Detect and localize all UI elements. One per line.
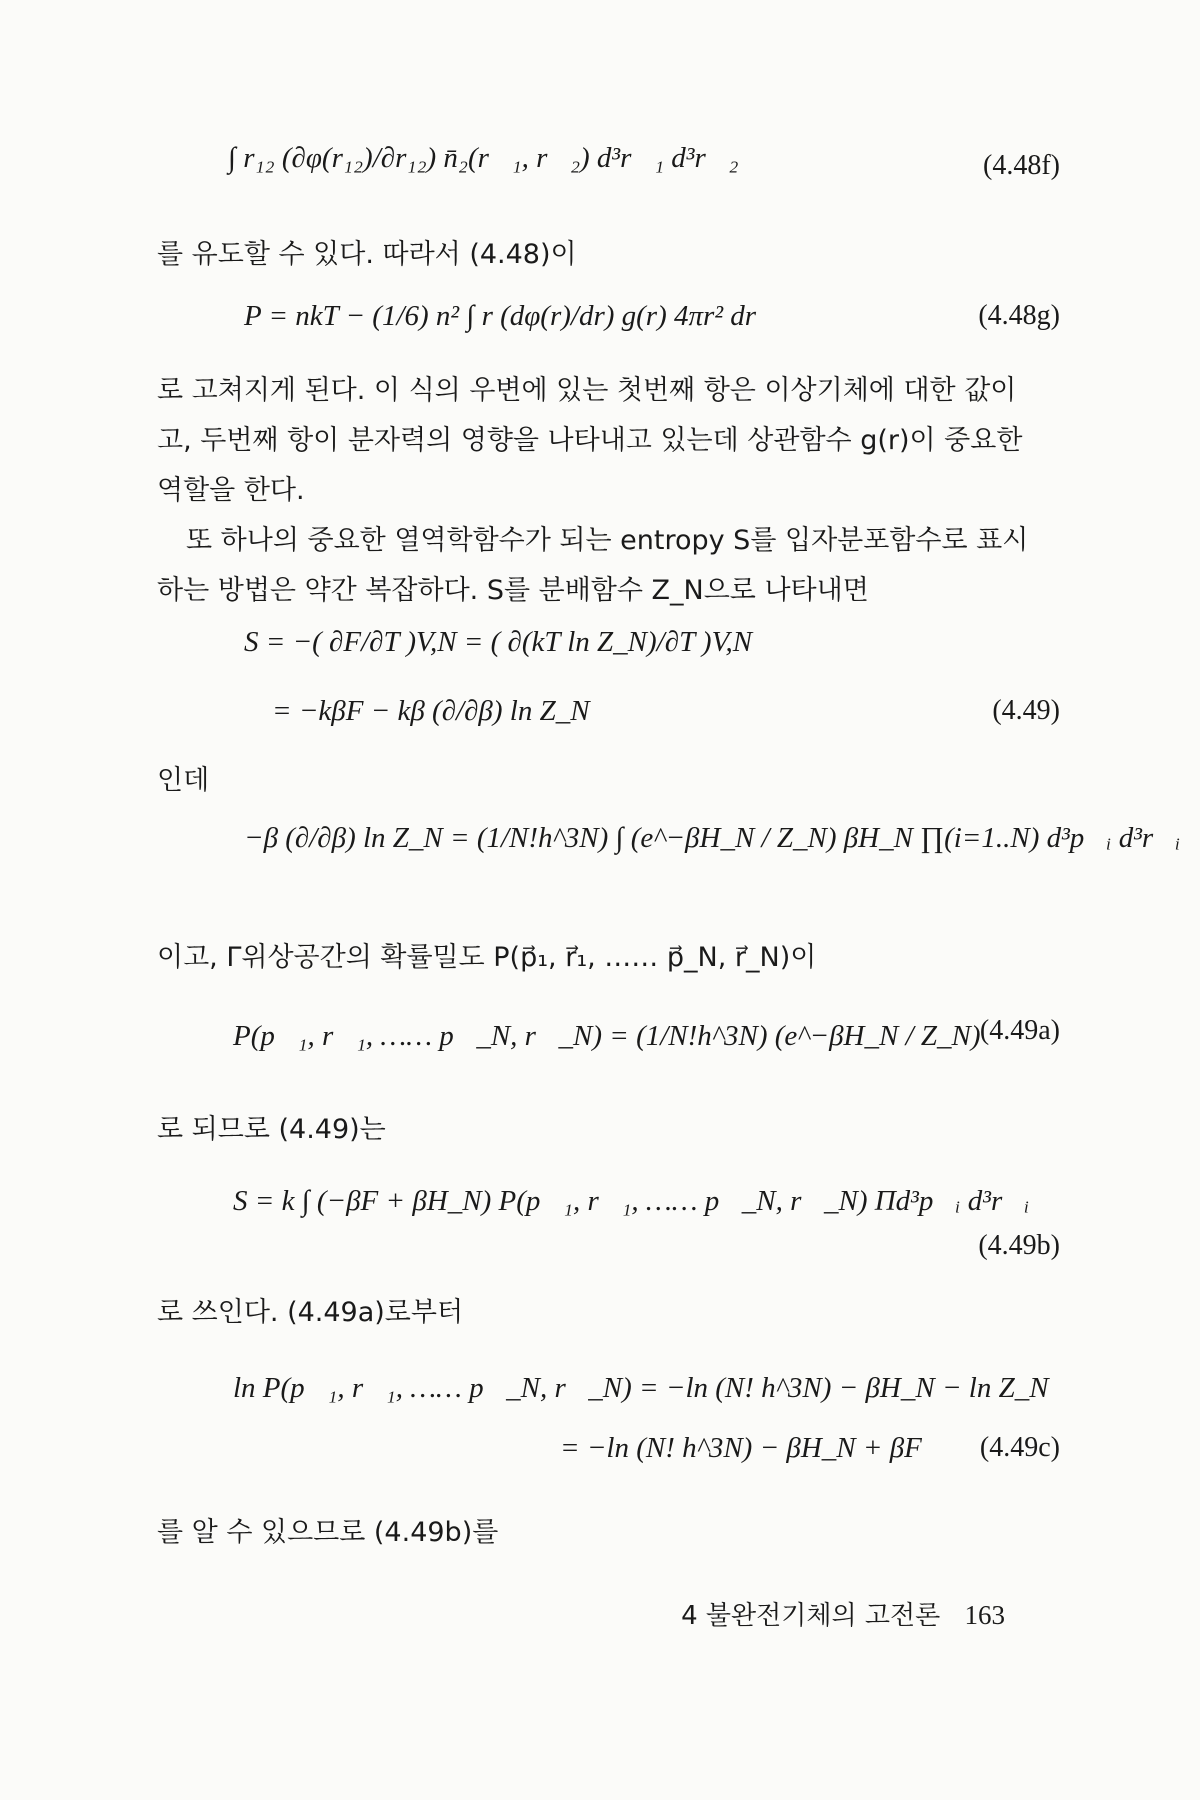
equation-4-49-line-2: = −kβF − kβ (∂/∂β) ln Z_N [272, 695, 590, 727]
paragraph-line-11: 를 알 수 있으므로 (4.49b)를 [157, 1517, 499, 1548]
page-number: 163 [964, 1600, 1005, 1630]
equation-number-4-48g: (4.48g) [978, 300, 1060, 331]
paragraph-line-10: 로 쓰인다. (4.49a)로부터 [157, 1297, 464, 1328]
paragraph-line-7: 인데 [157, 765, 210, 796]
equation-4-49c-line-1: ln P(p⃗₁, r⃗₁, …… p⃗_N, r⃗_N) = −ln (N! h^3N) − βH_N − ln Z_N [233, 1372, 1049, 1404]
paragraph-line-9: 로 되므로 (4.49)는 [157, 1114, 386, 1145]
equation-4-48f: ∫ r₁₂ (∂φ(r₁₂)/∂r₁₂) n̄₂(r⃗₁, r⃗₂) d³r⃗₁ d³r⃗₂ [228, 142, 739, 174]
equation-4-48g: P = nkT − (1/6) n² ∫ r (dφ(r)/dr) g(r) 4πr² dr [244, 300, 757, 332]
paragraph-line-2: 로 고쳐지게 된다. 이 식의 우변에 있는 첫번째 항은 이상기체에 대한 값이 [157, 375, 1017, 406]
equation-4-49b: S = k ∫ (−βF + βH_N) P(p⃗₁, r⃗₁, …… p⃗_N, r⃗_N) Πd³p⃗ᵢ d³r⃗ᵢ [233, 1185, 1030, 1217]
chapter-title: 4 불완전기체의 고전론 [681, 1601, 941, 1631]
page-footer [681, 1595, 1005, 1632]
equation-4-49-line-1: S = −( ∂F/∂T )V,N = ( ∂(kT ln Z_N)/∂T )V,N [244, 626, 753, 658]
paragraph-line-5: 또 하나의 중요한 열역학함수가 되는 entropy S를 입자분포함수로 표시 [186, 525, 1029, 556]
paragraph-line-6: 하는 방법은 약간 복잡하다. S를 분배함수 Z_N으로 나타내면 [157, 575, 869, 606]
paragraph-line-4: 역할을 한다. [157, 475, 305, 506]
equation-number-4-49c: (4.49c) [979, 1432, 1060, 1463]
paragraph-line-8: 이고, Γ위상공간의 확률밀도 P(p⃗₁, r⃗₁, …… p⃗_N, r⃗_N)이 [157, 942, 817, 973]
equation-number-4-49a: (4.49a) [979, 1015, 1060, 1046]
equation-number-4-49: (4.49) [992, 695, 1060, 726]
equation-4-49c-line-2: = −ln (N! h^3N) − βH_N + βF [560, 1432, 922, 1464]
equation-number-4-49b: (4.49b) [978, 1230, 1060, 1261]
paragraph-line-3: 고, 두번째 항이 분자력의 영향을 나타내고 있는데 상관함수 g(r)이 중요한 [157, 425, 1023, 456]
equation-number-4-48f: (4.48f) [983, 150, 1060, 181]
equation-4-49a: P(p⃗₁, r⃗₁, …… p⃗_N, r⃗_N) = (1/N!h^3N) (e^−βH_N / Z_N) [233, 1020, 981, 1052]
paragraph-line-1: 를 유도할 수 있다. 따라서 (4.48)이 [157, 239, 577, 270]
equation-unnumbered: −β (∂/∂β) ln Z_N = (1/N!h^3N) ∫ (e^−βH_N / Z_N) βH_N ∏(i=1..N) d³p⃗ᵢ d³r⃗ᵢ [244, 822, 1181, 854]
